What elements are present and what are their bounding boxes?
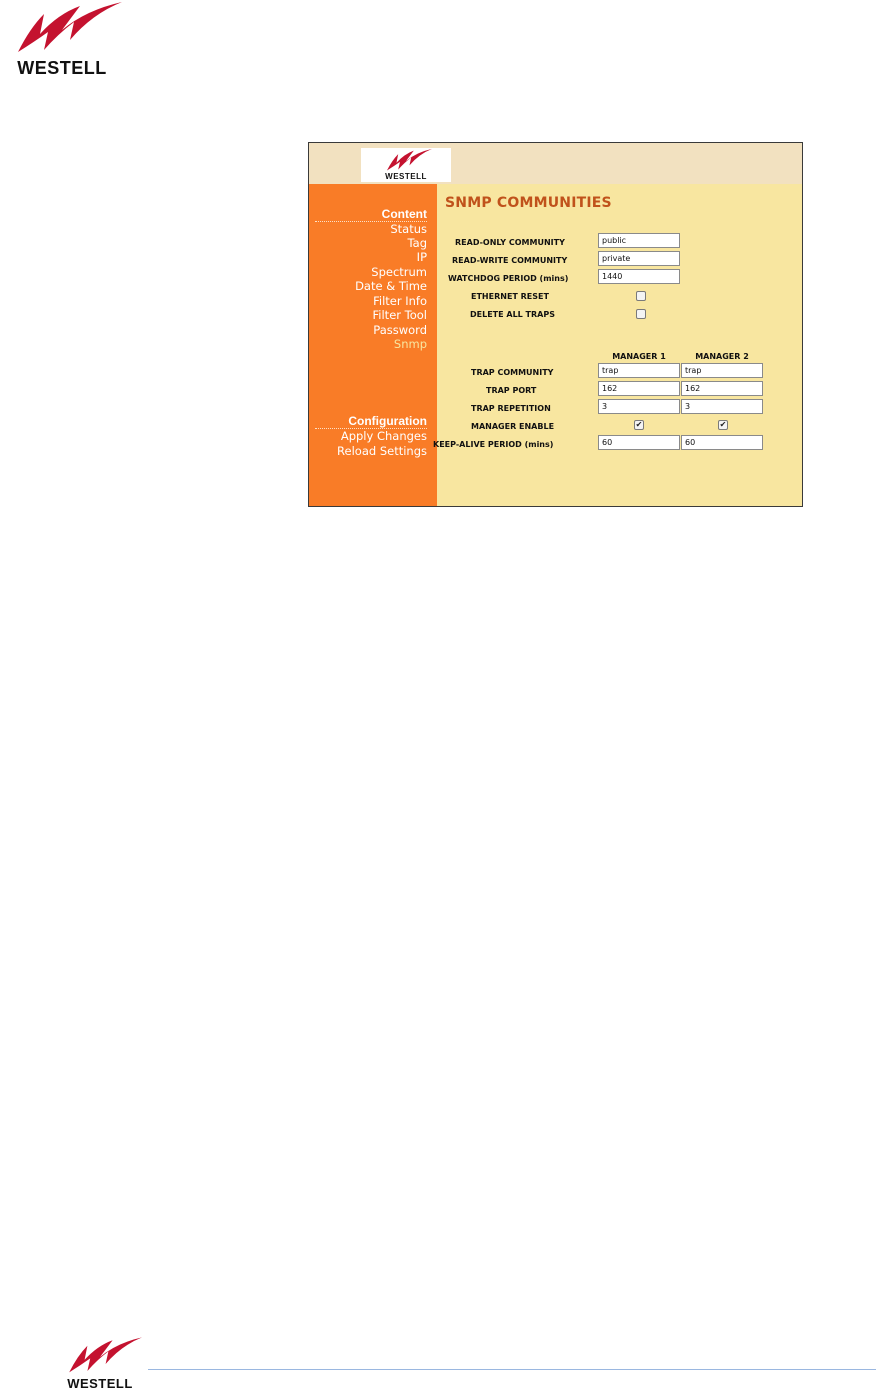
ui-header — [309, 143, 802, 184]
sidebar-item-filter-tool[interactable]: Filter Tool — [372, 308, 427, 322]
trap-community-manager-2-input[interactable]: trap — [681, 363, 763, 378]
trap-port-manager-1-input[interactable]: 162 — [598, 381, 680, 396]
manager-2-enable-checkbox[interactable]: ✔ — [719, 420, 727, 429]
ethernet-reset-label: ETHERNET RESET — [471, 292, 549, 301]
watchdog-period-label: WATCHDOG PERIOD (mins) — [448, 274, 569, 283]
sidebar-item-snmp[interactable]: Snmp — [393, 337, 427, 351]
read-write-community-label: READ-WRITE COMMUNITY — [452, 256, 568, 265]
trap-community-manager-1-input[interactable]: trap — [598, 363, 680, 378]
westell-swoosh-icon — [54, 1336, 146, 1378]
watchdog-period-input[interactable]: 1440 — [598, 269, 680, 284]
trap-repetition-manager-2-input[interactable]: 3 — [681, 399, 763, 414]
content-heading: Content — [381, 207, 427, 221]
sidebar-nav — [309, 184, 437, 506]
westell-wordmark: WESTELL — [385, 172, 427, 181]
footer-divider — [148, 1369, 876, 1370]
footer-westell-logo — [54, 1336, 146, 1392]
sidebar-item-password[interactable]: Password — [373, 323, 427, 337]
read-write-community-input[interactable]: private — [598, 251, 680, 266]
trap-port-manager-2-input[interactable]: 162 — [681, 381, 763, 396]
read-only-community-label: READ-ONLY COMMUNITY — [455, 238, 565, 247]
keep-alive-manager-2-input[interactable]: 60 — [681, 435, 763, 450]
keep-alive-period-label: KEEP-ALIVE PERIOD (mins) — [433, 440, 554, 449]
sidebar-item-date-time[interactable]: Date & Time — [355, 279, 427, 293]
westell-swoosh-icon — [0, 0, 124, 60]
apply-changes-link[interactable]: Apply Changes — [340, 429, 427, 443]
configuration-heading: Configuration — [348, 414, 427, 428]
westell-wordmark: WESTELL — [67, 1376, 133, 1391]
manager-1-enable-checkbox[interactable]: ✔ — [635, 420, 643, 429]
reload-settings-link[interactable]: Reload Settings — [337, 444, 427, 458]
ethernet-reset-checkbox[interactable] — [636, 291, 646, 301]
trap-community-label: TRAP COMMUNITY — [471, 368, 554, 377]
delete-all-traps-checkbox[interactable] — [636, 309, 646, 319]
sidebar-item-spectrum[interactable]: Spectrum — [371, 265, 427, 279]
sidebar-item-status[interactable]: Status — [390, 222, 427, 236]
ui-header-logo — [361, 148, 451, 182]
delete-all-traps-label: DELETE ALL TRAPS — [470, 310, 555, 319]
manager-2-header: MANAGER 2 — [695, 352, 749, 361]
sidebar-item-ip[interactable]: IP — [416, 250, 427, 264]
keep-alive-manager-1-input[interactable]: 60 — [598, 435, 680, 450]
westell-wordmark: WESTELL — [17, 58, 107, 78]
trap-repetition-manager-1-input[interactable]: 3 — [598, 399, 680, 414]
read-only-community-input[interactable]: public — [598, 233, 680, 248]
sidebar-item-filter-info[interactable]: Filter Info — [373, 294, 427, 308]
page-title: SNMP COMMUNITIES — [445, 195, 612, 211]
manager-1-header: MANAGER 1 — [612, 352, 666, 361]
trap-port-label: TRAP PORT — [486, 386, 537, 395]
trap-repetition-label: TRAP REPETITION — [471, 404, 551, 413]
manager-enable-label: MANAGER ENABLE — [471, 422, 555, 431]
sidebar-item-tag[interactable]: Tag — [407, 236, 427, 250]
device-ui-screenshot — [308, 142, 803, 507]
westell-swoosh-icon — [361, 148, 451, 174]
westell-logo — [0, 0, 124, 80]
